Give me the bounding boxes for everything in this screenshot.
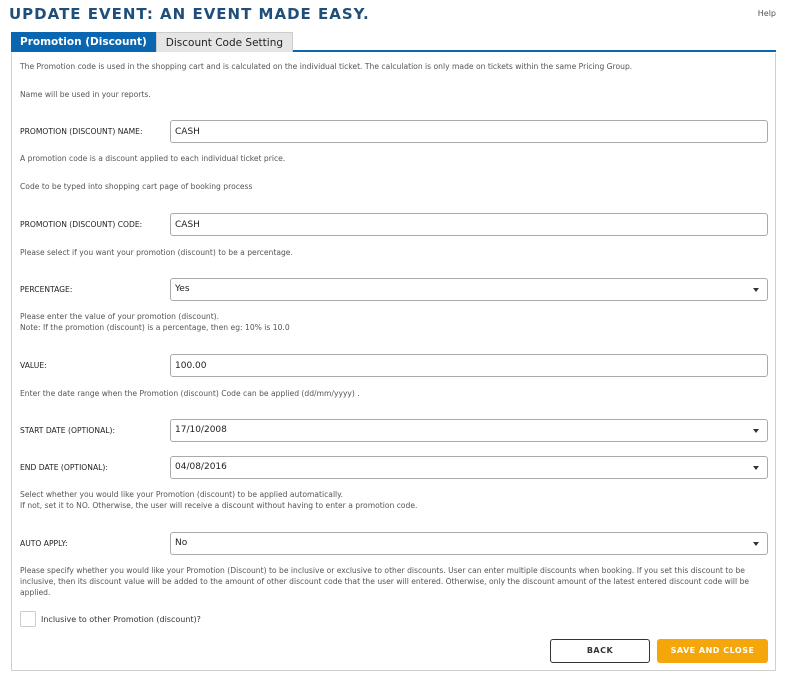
value-help-text-2: Note: If the promotion (discount) is a percentage, then eg: 10% is 10.0 bbox=[20, 323, 290, 332]
start-date-select[interactable] bbox=[170, 419, 768, 442]
tab-bar bbox=[11, 32, 776, 52]
percentage-label: PERCENTAGE: bbox=[20, 285, 73, 294]
auto-apply-value: No bbox=[175, 538, 188, 548]
date-help-text: Enter the date range when the Promotion (discount) Code can be applied (dd/mm/yyyy) . bbox=[20, 389, 360, 398]
tab-promotion-discount[interactable]: Promotion (Discount) bbox=[11, 32, 156, 52]
promotion-name-input[interactable] bbox=[170, 120, 768, 143]
help-link[interactable]: Help bbox=[757, 9, 776, 18]
end-date-label: END DATE (OPTIONAL): bbox=[20, 463, 108, 472]
start-date-value: 17/10/2008 bbox=[175, 425, 227, 435]
back-button[interactable]: BACK bbox=[550, 639, 650, 663]
chevron-down-icon bbox=[753, 288, 759, 292]
tab-discount-code-setting[interactable]: Discount Code Setting bbox=[156, 32, 293, 52]
chevron-down-icon bbox=[753, 429, 759, 433]
name-label: PROMOTION (DISCOUNT) NAME: bbox=[20, 127, 143, 136]
chevron-down-icon bbox=[753, 466, 759, 470]
value-help-text-1: Please enter the value of your promotion (discount). bbox=[20, 312, 220, 321]
promotion-code-input[interactable] bbox=[170, 213, 768, 236]
form-panel bbox=[11, 53, 776, 671]
inclusive-help-text: Please specify whether you would like your Promotion (Discount) to be inclusive or exclusive to other discounts. User can enter multiple discounts when booking. If you set this discount to be inclusive, then its discount value will be added to the amount of other discount code that the user will entered. Otherwise, only the discount amount of the latest entered discount code will be applied. bbox=[20, 566, 750, 597]
auto-apply-help-text-2: If not, set it to NO. Otherwise, the user will receive a discount without having to enter a promotion code. bbox=[20, 501, 418, 510]
auto-apply-help-text-1: Select whether you would like your Promotion (discount) to be applied automatically. bbox=[20, 490, 343, 499]
name-help-text: Name will be used in your reports. bbox=[20, 90, 151, 99]
save-and-close-button[interactable]: SAVE AND CLOSE bbox=[657, 639, 768, 663]
percentage-select[interactable] bbox=[170, 278, 768, 301]
end-date-value: 04/08/2016 bbox=[175, 462, 227, 472]
percentage-selected-value: Yes bbox=[175, 284, 190, 294]
intro-text: The Promotion code is used in the shopping cart and is calculated on the individual ticket. The calculation is only made on tickets within the same Pricing Group. bbox=[20, 62, 633, 71]
code-label: PROMOTION (DISCOUNT) CODE: bbox=[20, 220, 143, 229]
value-input[interactable] bbox=[170, 354, 768, 377]
start-date-label: START DATE (OPTIONAL): bbox=[20, 426, 116, 435]
code-help-text-1: A promotion code is a discount applied to each individual ticket price. bbox=[20, 154, 286, 163]
chevron-down-icon bbox=[753, 542, 759, 546]
percentage-help-text: Please select if you want your promotion (discount) to be a percentage. bbox=[20, 248, 293, 257]
auto-apply-label: AUTO APPLY: bbox=[20, 539, 68, 548]
page-title: UPDATE EVENT: AN EVENT MADE EASY. bbox=[9, 5, 370, 23]
inclusive-checkbox-label: Inclusive to other Promotion (discount)? bbox=[41, 615, 201, 624]
code-help-text-2: Code to be typed into shopping cart page of booking process bbox=[20, 182, 253, 191]
end-date-select[interactable] bbox=[170, 456, 768, 479]
auto-apply-select[interactable] bbox=[170, 532, 768, 555]
value-label: VALUE: bbox=[20, 361, 47, 370]
inclusive-checkbox[interactable] bbox=[20, 611, 36, 627]
